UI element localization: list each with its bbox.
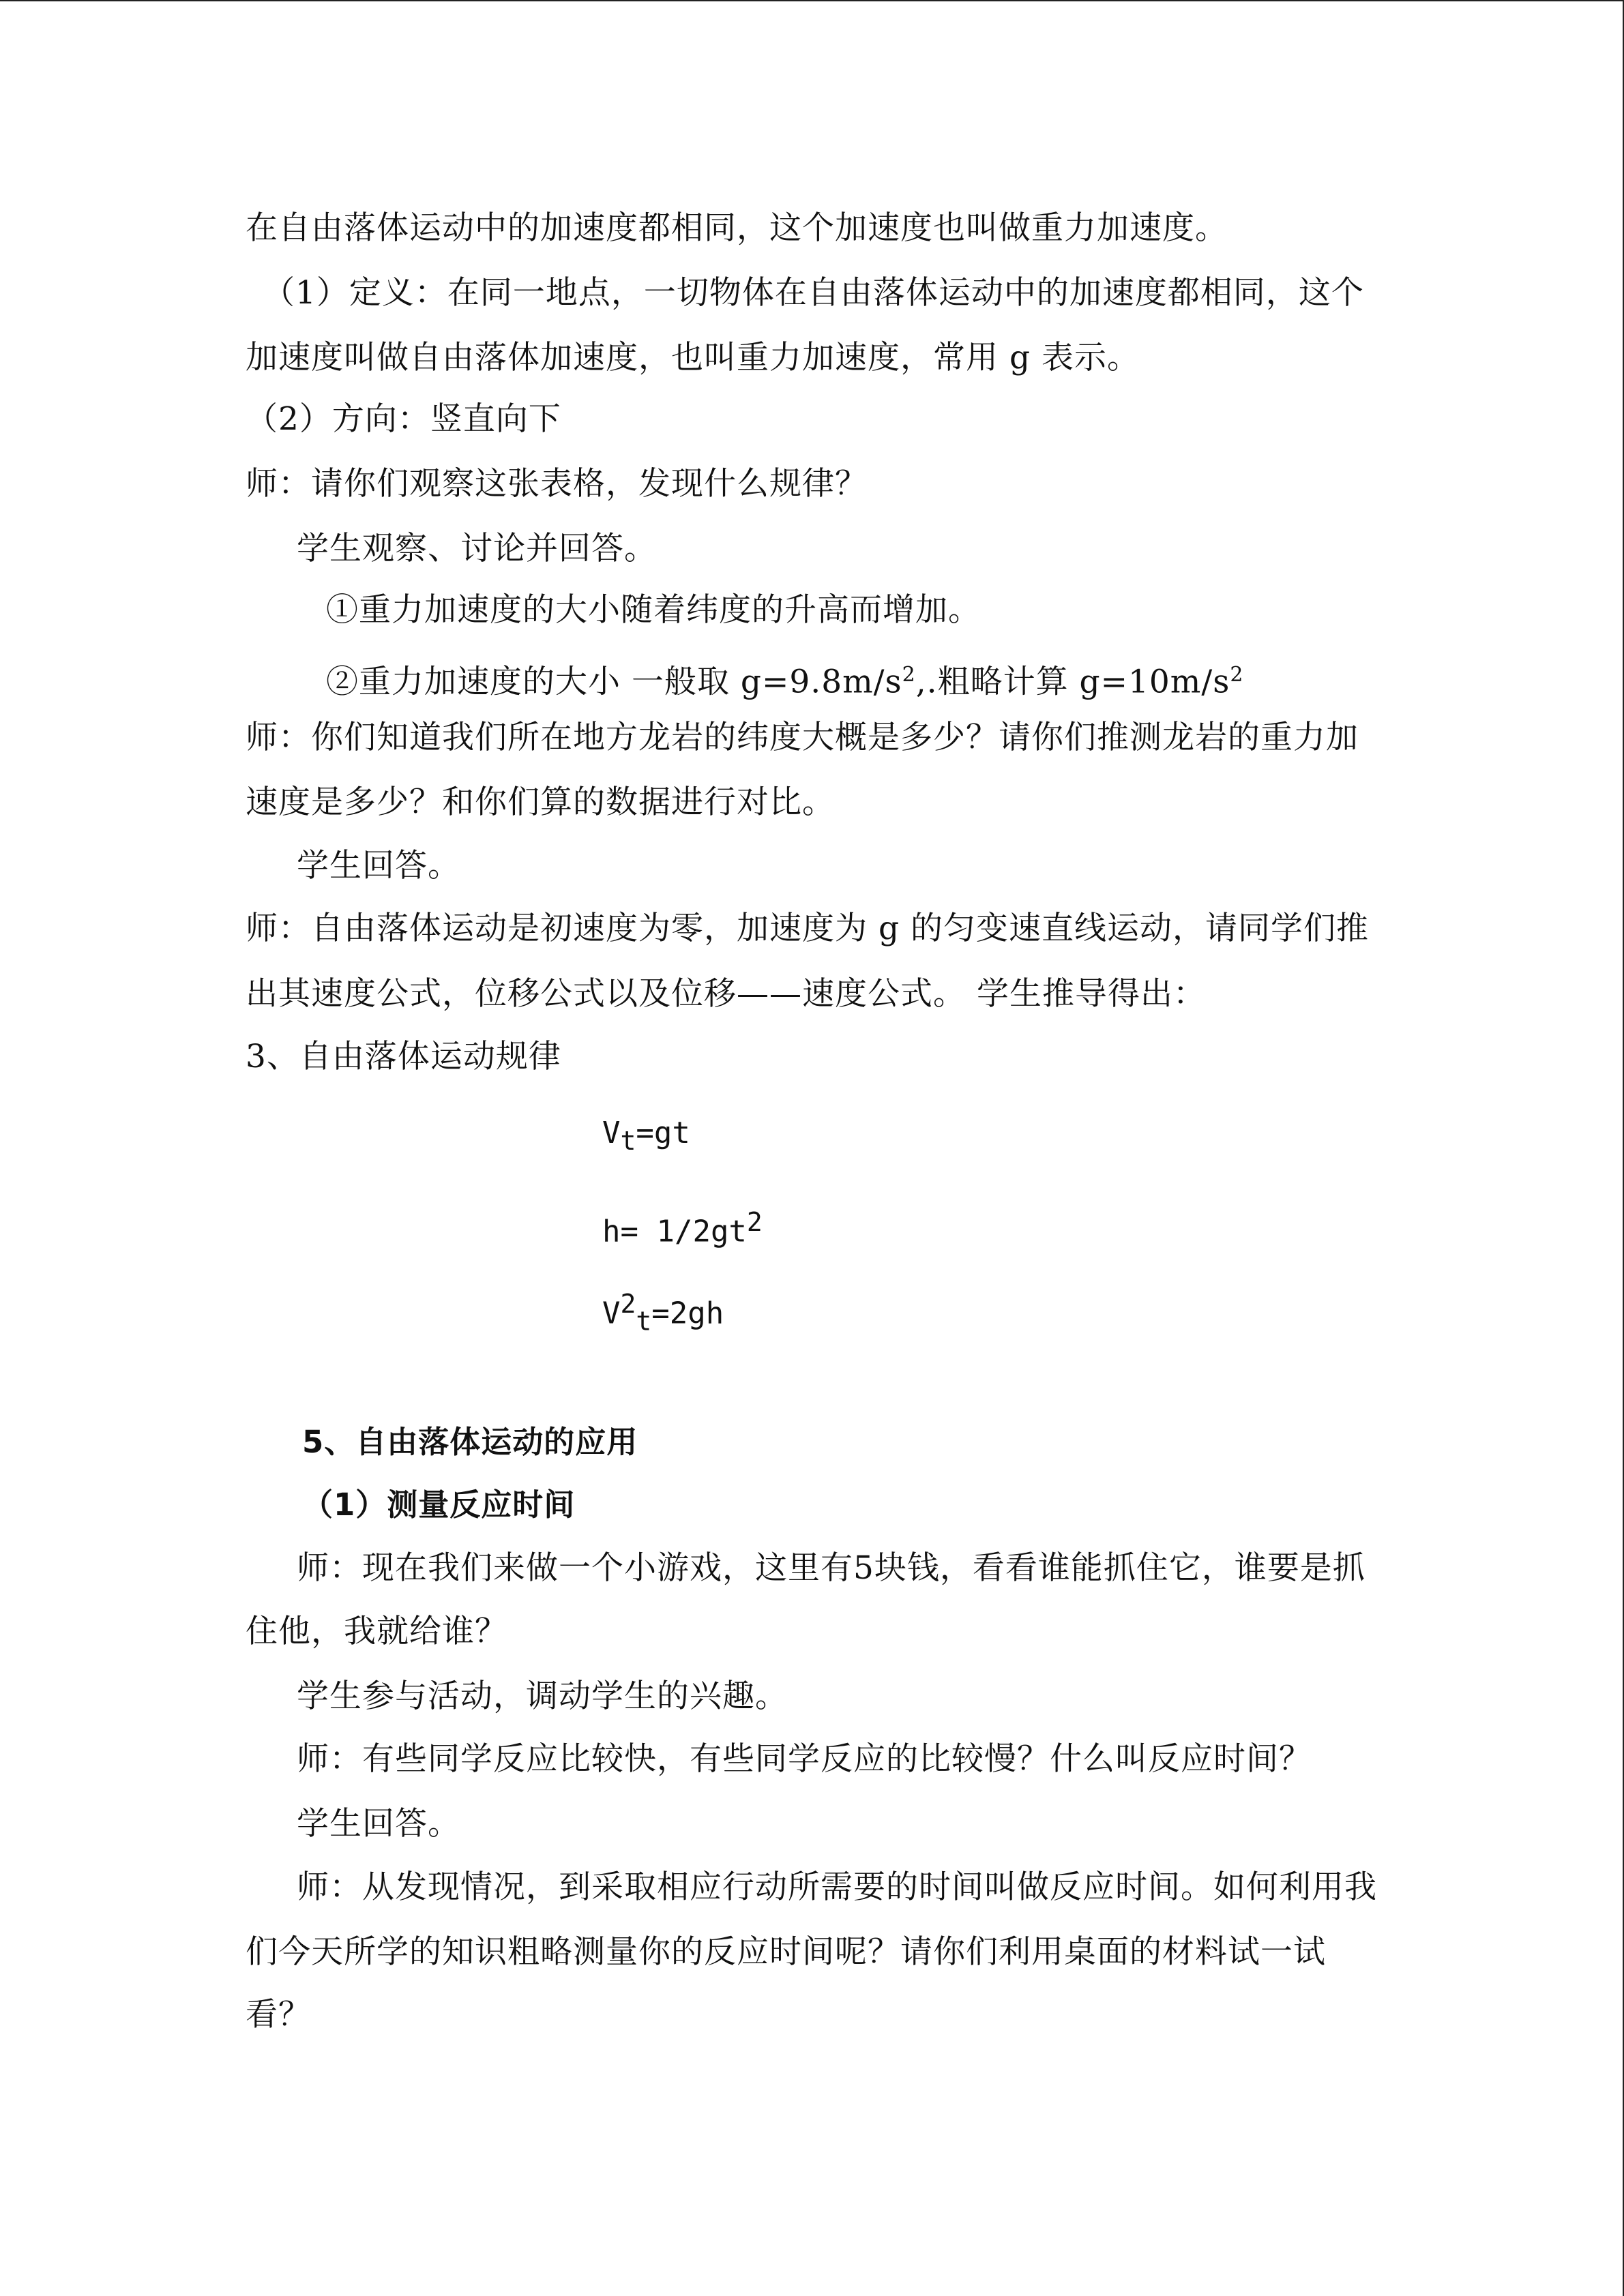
teacher-question-cont: 速度是多少？和你们算的数据进行对比。 bbox=[246, 784, 835, 821]
student-activity: 学生观察、讨论并回答。 bbox=[297, 530, 657, 567]
teacher-question: 师：请你们观察这张表格，发现什么规律？ bbox=[246, 465, 868, 503]
section-3-heading: 3、自由落体运动规律 bbox=[246, 1038, 561, 1075]
teacher-definition-line: 师：从发现情况，到采取相应行动所需要的时间叫做反应时间。如何利用我 bbox=[297, 1868, 1377, 1906]
direction-line: （2）方向：竖直向下 bbox=[246, 400, 561, 438]
teacher-instruction: 师：自由落体运动是初速度为零，加速度为 g 的匀变速直线运动，请同学们推 bbox=[246, 910, 1369, 947]
g-value-prefix: ②重力加速度的大小 一般取 g=9.8m/s bbox=[326, 663, 902, 701]
teacher-instruction-cont: 出其速度公式，位移公式以及位移——速度公式。 学生推导得出： bbox=[246, 975, 1206, 1013]
conclusion-1: ①重力加速度的大小随着纬度的升高而增加。 bbox=[326, 591, 981, 629]
section-5-subheading: （1）测量反应时间 bbox=[302, 1487, 576, 1523]
displacement-formula: $h= 1/2gt^2$ bbox=[602, 1207, 763, 1249]
conclusion-2 bbox=[326, 655, 1243, 703]
definition-line: （1）定义：在同一地点，一切物体在自由落体运动中的加速度都相同，这个 bbox=[263, 274, 1364, 312]
student-answer-2: 学生回答。 bbox=[297, 1805, 460, 1843]
teacher-reaction-question: 师：有些同学反应比较快，有些同学反应的比较慢？什么叫反应时间？ bbox=[297, 1740, 1312, 1778]
velocity-formula: $V_t=gt$ bbox=[602, 1116, 690, 1156]
teacher-game-line: 师：现在我们来做一个小游戏，这里有5块钱，看看谁能抓住它，谁要是抓 bbox=[297, 1549, 1365, 1587]
paragraph-line: 在自由落体运动中的加速度都相同，这个加速度也叫做重力加速度。 bbox=[246, 209, 1228, 247]
velocity-displacement-formula: $V^2_t=2gh$ bbox=[602, 1289, 724, 1337]
teacher-definition-line-cont: 们今天所学的知识粗略测量你的反应时间呢？请你们利用桌面的材料试一试 bbox=[246, 1933, 1326, 1971]
definition-line-cont: 加速度叫做自由落体加速度，也叫重力加速度，常用 g 表示。 bbox=[246, 339, 1140, 376]
section-5-heading: 5、自由落体运动的应用 bbox=[302, 1424, 638, 1460]
teacher-game-line-cont: 住他，我就给谁？ bbox=[246, 1613, 507, 1650]
student-answer: 学生回答。 bbox=[297, 847, 460, 884]
g-value-middle: ,.粗略计算 g=10m/s bbox=[915, 663, 1230, 701]
student-participation: 学生参与活动，调动学生的兴趣。 bbox=[297, 1678, 788, 1715]
g-rough-exponent: 2 bbox=[1230, 663, 1244, 687]
teacher-question: 师：你们知道我们所在地方龙岩的纬度大概是多少？请你们推测龙岩的重力加 bbox=[246, 719, 1359, 756]
g-value-exponent: 2 bbox=[902, 663, 916, 687]
teacher-definition-line-end: 看？ bbox=[246, 1996, 311, 2033]
